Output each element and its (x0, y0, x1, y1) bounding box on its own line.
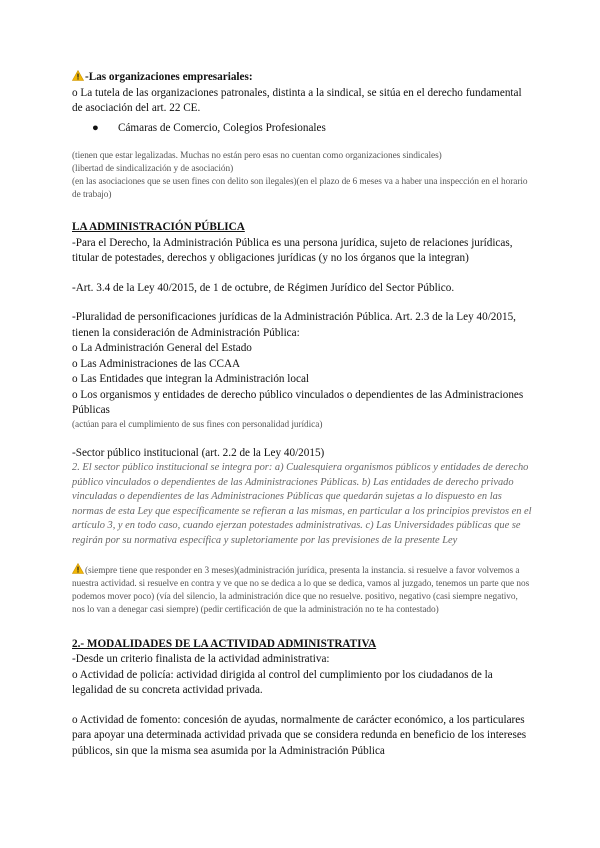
note: (actúan para el cumplimiento de sus fines con personalidad jurídica) (72, 419, 323, 430)
note: (tienen que estar legalizadas. Muchas no están pero esas no cuentan como organizaciones sindicales) (72, 151, 442, 161)
paragraph: -Art. 3.4 de la Ley 40/2015, de 1 de octubre, de Régimen Jurídico del Sector Público. (72, 281, 455, 294)
bullet-item: ● Cámaras de Comercio, Colegios Profesionales (72, 121, 532, 137)
paragraph: -Para el Derecho, la Administración Pública es una persona jurídica, sujeto de relaciones jurídicas, titular de potestades, derechos y obligaciones jurídicas (y no los órganos que la integran) (72, 236, 513, 264)
list-item: o Actividad de policía: actividad dirigida al control del cumplimiento por los ciudadanos de la legalidad de su concreta actividad privada. (72, 668, 493, 697)
warning-icon (72, 563, 84, 574)
list-item: o La tutela de las organizaciones patronales, distinta a la sindical, se sitúa en el derecho fundamental de asociación del art. 22 CE. (72, 86, 522, 114)
warning-icon (72, 70, 84, 81)
document-page (72, 70, 532, 759)
section-heading-modalidades: 2.- MODALIDADES DE LA ACTIVIDAD ADMINISTRATIVA (72, 637, 377, 650)
list-item: o Las Entidades que integran la Administración local (72, 373, 310, 385)
section-heading-administracion: LA ADMINISTRACIÓN PÚBLICA (72, 221, 245, 233)
list-item: o Las Administraciones de las CCAA (72, 357, 241, 370)
section-heading-organizaciones: -Las organizaciones empresariales: (72, 70, 532, 86)
warning-note: (siempre tiene que responder en 3 meses)(administración jurídica, presenta la instancia. si resuelve a favor volvemos a nuestra actividad. si resuelve en contra y ve que no se dedica a lo que se dedica, vamos al juzgado, tenemos un parte que nos podemos mover poco) (vía del silencio, la administración dice que no resuelve. positivo, negativo (casi siempre negativo, nos lo van a denegar casi siempre) (pedir certificación de que la administración no te ha contestado) (72, 563, 532, 617)
list-item: o La Administración General del Estado (72, 342, 252, 354)
list-item: o Los organismos y entidades de derecho público vinculados o dependientes de las Administraciones Públicas (72, 388, 524, 416)
paragraph: -Desde un criterio finalista de la actividad administrativa: (72, 653, 330, 666)
note: (en las asociaciones que se usen fines con delito son ilegales)(en el plazo de 6 meses va a haber una inspección en el horario de trabajo) (72, 177, 528, 200)
list-item: o Actividad de fomento: concesión de ayudas, normalmente de carácter económico, a los particulares para apoyar una determinada actividad privada que se considera redunda en beneficio de los intereses públicos, sin que la misma sea asumida por la Administración Pública (72, 713, 527, 757)
paragraph: -Pluralidad de personificaciones jurídicas de la Administración Pública. Art. 2.3 de la Ley 40/2015, tienen la consideración de Administración Pública: (72, 311, 516, 339)
bullet-dot: ● (92, 121, 99, 134)
legal-quote: 2. El sector público institucional se integra por: a) Cualesquiera organismos públicos y entidades de derecho público vinculados o dependientes de las Administraciones Públicas. b) Las entidades de derecho privado vinculadas o dependientes de las Administraciones Públicas que quedarán sujetas a lo dispuesto en las normas de esta Ley que específicamente se refieran a las mismas, en particular a los principios previstos en el artículo 3, y en todo caso, cuando ejerzan potestades administrativas. c) Las Universidades públicas que se regirán por su normativa específica y supletoriamente por las previsiones de la presente Ley (72, 462, 532, 546)
paragraph: -Sector público institucional (art. 2.2 de la Ley 40/2015) (72, 446, 325, 459)
note: (libertad de sindicalización y de asociación) (72, 164, 234, 174)
